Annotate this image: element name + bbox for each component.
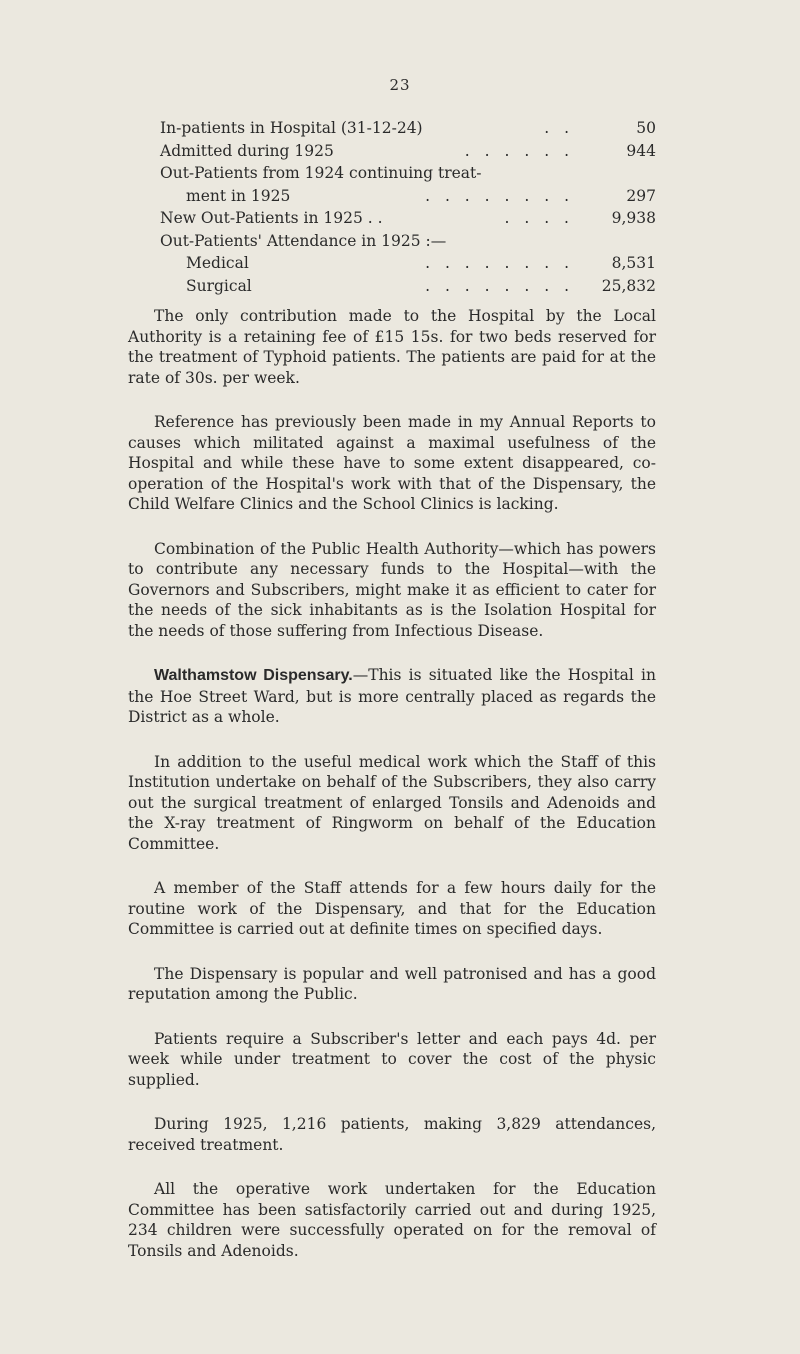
stat-leader-dots: . . . . . . . . (425, 186, 574, 205)
body-text (128, 306, 656, 1285)
stat-row-surgical (160, 275, 656, 298)
paragraph-combination: Combination of the Public Health Authority—which has powers to contribute any necessary funds to the Hospital—with the Governors and Subscribers, might make it as efficient to cater for the needs of the sick inhabitants as is the Isolation Hospital for the needs of those suffering from Infectious Disease. (128, 539, 656, 640)
page-number: 23 (389, 76, 411, 94)
stat-row-outpatients-continuing (160, 185, 656, 208)
stat-label: Medical (186, 254, 249, 272)
stat-value: 9,938 (611, 209, 656, 227)
stat-row-outpatients-continuing-heading (160, 162, 656, 185)
stat-label: In-patients in Hospital (31-12-24) (160, 119, 423, 137)
stat-label: Surgical (186, 276, 252, 295)
paragraph-subscriber-letter: Patients require a Subscriber's letter and each pays 4d. per week while under treatment to cover the cost of the physic supplied. (128, 1029, 656, 1089)
stat-value: 944 (626, 141, 656, 160)
paragraph-walthamstow-dispensary (128, 665, 656, 728)
stat-value: 25,832 (601, 276, 656, 295)
stat-value: 297 (626, 186, 656, 205)
stat-label: Admitted during 1925 (160, 141, 334, 160)
stat-leader-dots: . . . . . . (464, 141, 574, 160)
stat-row-inpatients (160, 117, 656, 140)
paragraph-staff-attendance: A member of the Staff attends for a few hours daily for the routine work of the Dispensary, and that for the Education Committee is carried out at definite times on specified days. (128, 879, 656, 938)
stat-leader-dots: . . (544, 119, 574, 137)
stat-row-medical (160, 252, 656, 275)
paragraph-operative-work: All the operative work undertaken for the Education Committee has been satisfactorily carried out and during 1925, 234 children were successfully operated on for the removal of Tonsils and Adenoids. (128, 1180, 656, 1260)
section-heading-dispensary: Walthamstow Dispensary. (154, 667, 353, 684)
stat-leader-dots: . . . . (504, 209, 574, 227)
stat-value: 50 (636, 119, 656, 137)
paragraph-text: —This is situated like the Hospital in the Hoe Street Ward, but is more centrally placed as regards the District as a whole. (128, 666, 656, 726)
stat-value: 8,531 (611, 254, 656, 272)
hospital-statistics-table (160, 117, 656, 297)
stat-label: Out-Patients' Attendance in 1925 :— (160, 231, 447, 250)
stat-label: Out-Patients from 1924 continuing treat- (160, 164, 482, 182)
stat-row-new-outpatients (160, 207, 656, 230)
paragraph-1925-patients: During 1925, 1,216 patients, making 3,829 attendances, received treatment. (128, 1115, 656, 1154)
paragraph-popularity: The Dispensary is popular and well patronised and has a good reputation among the Public. (128, 964, 656, 1003)
stat-leader-dots: . . . . . . . . (425, 276, 574, 295)
stat-label: New Out-Patients in 1925 . . (160, 209, 383, 227)
paragraph-local-authority-contribution: The only contribution made to the Hospital by the Local Authority is a retaining fee of £15 15s. for two beds reserved for the treatment of Typhoid patients. The patients are paid for at the rate of 30s. per week. (128, 307, 656, 387)
paragraph-previous-reports: Reference has previously been made in my Annual Reports to causes which militated against a maximal usefulness of the Hospital and while these have to some extent disappeared, co-operation of the Hospital's work with that of the Dispensary, the Child Welfare Clinics and the School Clinics is lacking. (128, 413, 656, 513)
stat-label: ment in 1925 (186, 186, 291, 205)
stat-leader-dots: . . . . . . . . (425, 254, 574, 272)
stat-row-admitted (160, 140, 656, 163)
paragraph-staff-work: In addition to the useful medical work which the Staff of this Institution undertake on behalf of the Subscribers, they also carry out the surgical treatment of enlarged Tonsils and Adenoids and the X-ray treatment of Ringworm on behalf of the Education Committee. (128, 752, 656, 853)
stat-row-attendance-heading (160, 230, 656, 253)
